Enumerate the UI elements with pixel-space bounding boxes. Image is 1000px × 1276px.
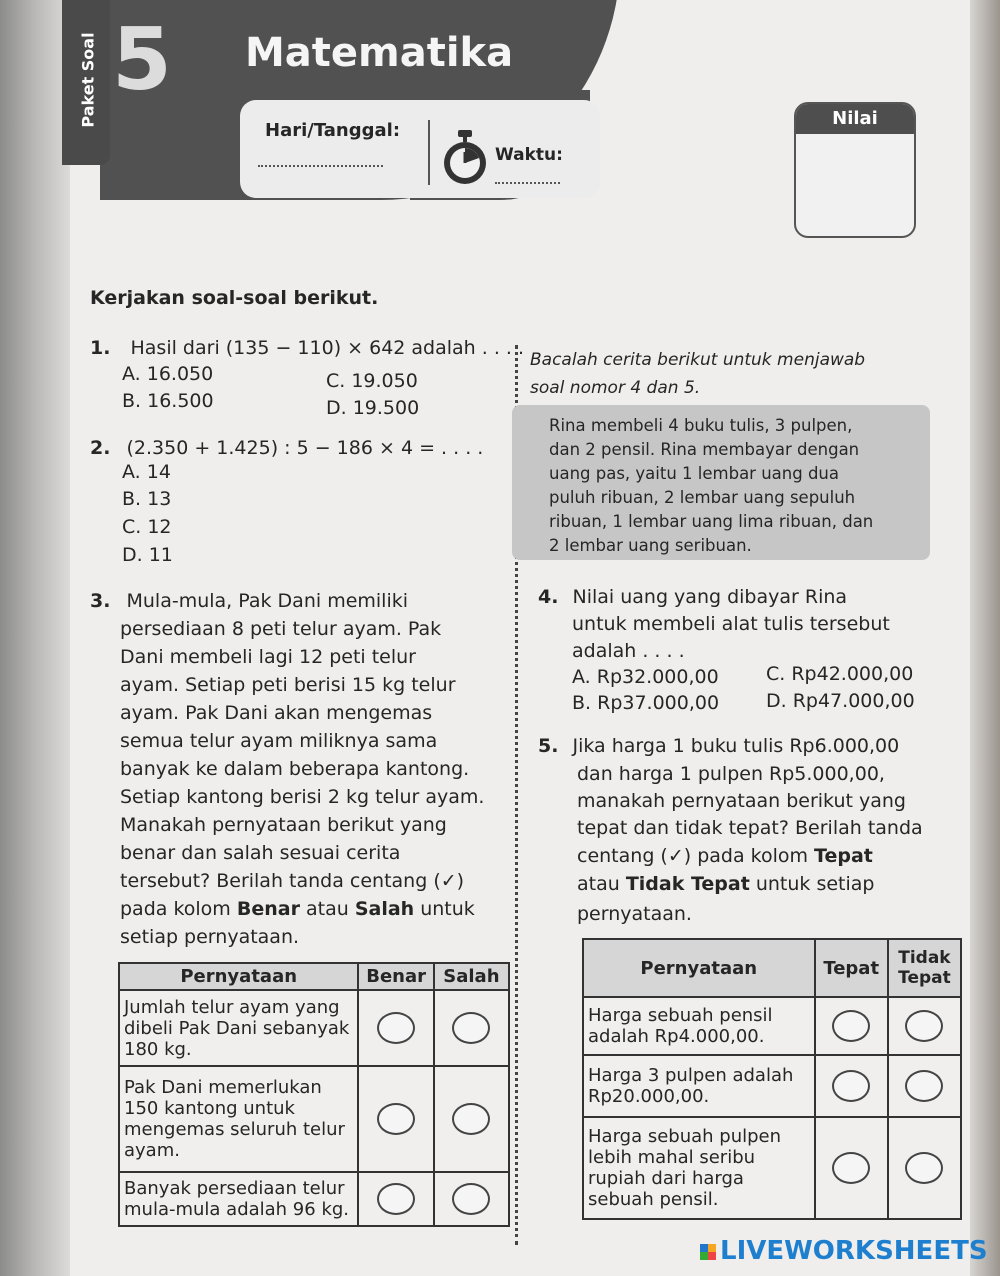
option: D. 19.500 — [326, 397, 420, 419]
story-line: ribuan, 1 lembar uang lima ribuan, dan — [549, 512, 874, 531]
question-number: 4. — [538, 586, 559, 608]
page-edge — [970, 0, 1000, 1276]
text-fragment: untuk setiap — [749, 873, 875, 895]
question-line: Dani membeli lagi 12 peti telur — [120, 646, 416, 668]
cell-tidak-tepat — [888, 997, 961, 1055]
header-statement: Pernyataan — [583, 939, 815, 997]
question-line: tersebut? Berilah tanda centang (✓) — [120, 870, 465, 892]
question-line: semua telur ayam miliknya sama — [120, 730, 438, 752]
text-fragment: centang (✓) pada kolom — [577, 845, 815, 867]
time-label: Waktu: — [495, 145, 563, 165]
answer-circle[interactable] — [452, 1103, 490, 1135]
instruction: Kerjakan soal-soal berikut. — [90, 287, 379, 309]
option: A. 16.050 — [122, 363, 214, 385]
question-line: tepat dan tidak tepat? Berilah tanda — [577, 817, 923, 839]
answer-circle[interactable] — [377, 1103, 415, 1135]
statement: Pak Dani memerlukan 150 kantong untuk mengemas seluruh telur ayam. — [119, 1066, 358, 1172]
question-line: ayam. Setiap peti berisi 15 kg telur — [120, 674, 456, 696]
date-field[interactable] — [258, 165, 383, 167]
question-line: manakah pernyataan berikut yang — [577, 790, 906, 812]
cell-benar — [358, 1172, 433, 1226]
option: C. Rp42.000,00 — [766, 663, 914, 685]
question-text: (2.350 + 1.425) : 5 − 186 × 4 = . . . . — [126, 437, 484, 459]
question-line: setiap pernyataan. — [120, 926, 300, 948]
time-field[interactable] — [495, 182, 560, 184]
question-line: dan harga 1 pulpen Rp5.000,00, — [577, 763, 885, 785]
question-line: Mula-mula, Pak Dani memiliki — [126, 590, 409, 612]
option: A. Rp32.000,00 — [572, 666, 719, 688]
answer-circle[interactable] — [905, 1070, 943, 1102]
question-line: banyak ke dalam beberapa kantong. — [120, 758, 470, 780]
story-line: puluh ribuan, 2 lembar uang sepuluh — [549, 488, 856, 507]
bold-tidak-tepat: Tidak Tepat — [625, 873, 750, 895]
score-box[interactable] — [794, 102, 916, 238]
question-line — [577, 845, 873, 867]
question-line — [577, 873, 875, 895]
cell-salah — [434, 1066, 509, 1172]
question-line: Jika harga 1 buku tulis Rp6.000,00 — [572, 735, 900, 757]
option: D. Rp47.000,00 — [766, 690, 915, 712]
statement: Harga sebuah pulpen lebih mahal seribu rupiah dari harga sebuah pensil. — [583, 1117, 815, 1219]
header-tepat: Tepat — [815, 939, 888, 997]
question-line: pernyataan. — [577, 903, 692, 925]
story-intro: Bacalah cerita berikut untuk menjawab — [530, 350, 866, 370]
watermark-text: LIVEWORKSHEETS — [720, 1236, 988, 1266]
question-2 — [90, 437, 483, 459]
question-3 — [90, 590, 408, 612]
answer-circle[interactable] — [452, 1012, 490, 1044]
question-line — [120, 898, 475, 920]
story-line: 2 lembar uang seribuan. — [549, 536, 752, 555]
text-fragment: atau — [299, 898, 355, 920]
question-1 — [90, 337, 524, 359]
chapter-number: 5 — [112, 10, 172, 110]
story-intro: soal nomor 4 dan 5. — [530, 378, 701, 398]
answer-circle[interactable] — [905, 1152, 943, 1184]
header-benar: Benar — [358, 963, 433, 990]
question-line: adalah . . . . — [572, 640, 685, 662]
answer-circle[interactable] — [377, 1012, 415, 1044]
text-fragment: pada kolom — [120, 898, 237, 920]
statement: Jumlah telur ayam yang dibeli Pak Dani sebanyak 180 kg. — [119, 990, 358, 1066]
question-number: 3. — [90, 590, 111, 612]
question-number: 1. — [90, 337, 111, 359]
stopwatch-icon — [440, 128, 490, 186]
question-5 — [538, 735, 899, 757]
question-line: benar dan salah sesuai cerita — [120, 842, 401, 864]
question-line: Manakah pernyataan berikut yang — [120, 814, 447, 836]
page-binding-shadow — [0, 0, 70, 1276]
statement: Banyak persediaan telur mula-mula adalah 96 kg. — [119, 1172, 358, 1226]
question-line: ayam. Pak Dani akan mengemas — [120, 702, 433, 724]
cell-salah — [434, 1172, 509, 1226]
cell-tidak-tepat — [888, 1117, 961, 1219]
answer-circle[interactable] — [452, 1183, 490, 1215]
watermark-logo — [700, 1236, 988, 1266]
answer-circle[interactable] — [832, 1152, 870, 1184]
q5-table — [582, 938, 962, 1220]
question-4 — [538, 586, 847, 608]
story-line: dan 2 pensil. Rina membayar dengan — [549, 440, 860, 459]
bold-benar: Benar — [236, 898, 300, 920]
option: B. 13 — [122, 488, 172, 510]
question-number: 2. — [90, 437, 111, 459]
cell-benar — [358, 990, 433, 1066]
q3-table — [118, 962, 510, 1227]
score-label: Nilai — [796, 104, 914, 134]
option: B. 16.500 — [122, 390, 214, 412]
question-line: persediaan 8 peti telur ayam. Pak — [120, 618, 442, 640]
cell-tidak-tepat — [888, 1055, 961, 1117]
date-label: Hari/Tanggal: — [265, 120, 401, 141]
statement: Harga sebuah pensil adalah Rp4.000,00. — [583, 997, 815, 1055]
answer-circle[interactable] — [832, 1010, 870, 1042]
answer-circle[interactable] — [905, 1010, 943, 1042]
cell-salah — [434, 990, 509, 1066]
story-line: Rina membeli 4 buku tulis, 3 pulpen, — [549, 416, 853, 435]
text-fragment: untuk — [414, 898, 475, 920]
liveworksheets-icon — [700, 1244, 716, 1260]
cell-tepat — [815, 1117, 888, 1219]
option: C. 12 — [122, 516, 172, 538]
subject-title: Matematika — [245, 30, 514, 76]
bold-salah: Salah — [354, 898, 415, 920]
cell-tepat — [815, 997, 888, 1055]
text-fragment: atau — [577, 873, 626, 895]
option: C. 19.050 — [326, 370, 418, 392]
answer-circle[interactable] — [377, 1183, 415, 1215]
question-number: 5. — [538, 735, 559, 757]
header-salah: Salah — [434, 963, 509, 990]
story-line: uang pas, yaitu 1 lembar uang dua — [549, 464, 839, 483]
header-tidak-tepat: Tidak Tepat — [888, 939, 961, 997]
question-line: Setiap kantong berisi 2 kg telur ayam. — [120, 786, 485, 808]
tab-label: Paket Soal — [78, 32, 98, 128]
question-text: Hasil dari (135 − 110) × 642 adalah . . . . — [130, 337, 525, 359]
cell-tepat — [815, 1055, 888, 1117]
option: B. Rp37.000,00 — [572, 692, 720, 714]
bold-tepat: Tepat — [814, 845, 873, 867]
header-statement: Pernyataan — [119, 963, 358, 990]
statement: Harga 3 pulpen adalah Rp20.000,00. — [583, 1055, 815, 1117]
option: D. 11 — [122, 544, 173, 566]
cell-benar — [358, 1066, 433, 1172]
question-line: untuk membeli alat tulis tersebut — [572, 613, 890, 635]
divider — [428, 120, 430, 185]
answer-circle[interactable] — [832, 1070, 870, 1102]
option: A. 14 — [122, 461, 171, 483]
question-line: Nilai uang yang dibayar Rina — [572, 586, 848, 608]
